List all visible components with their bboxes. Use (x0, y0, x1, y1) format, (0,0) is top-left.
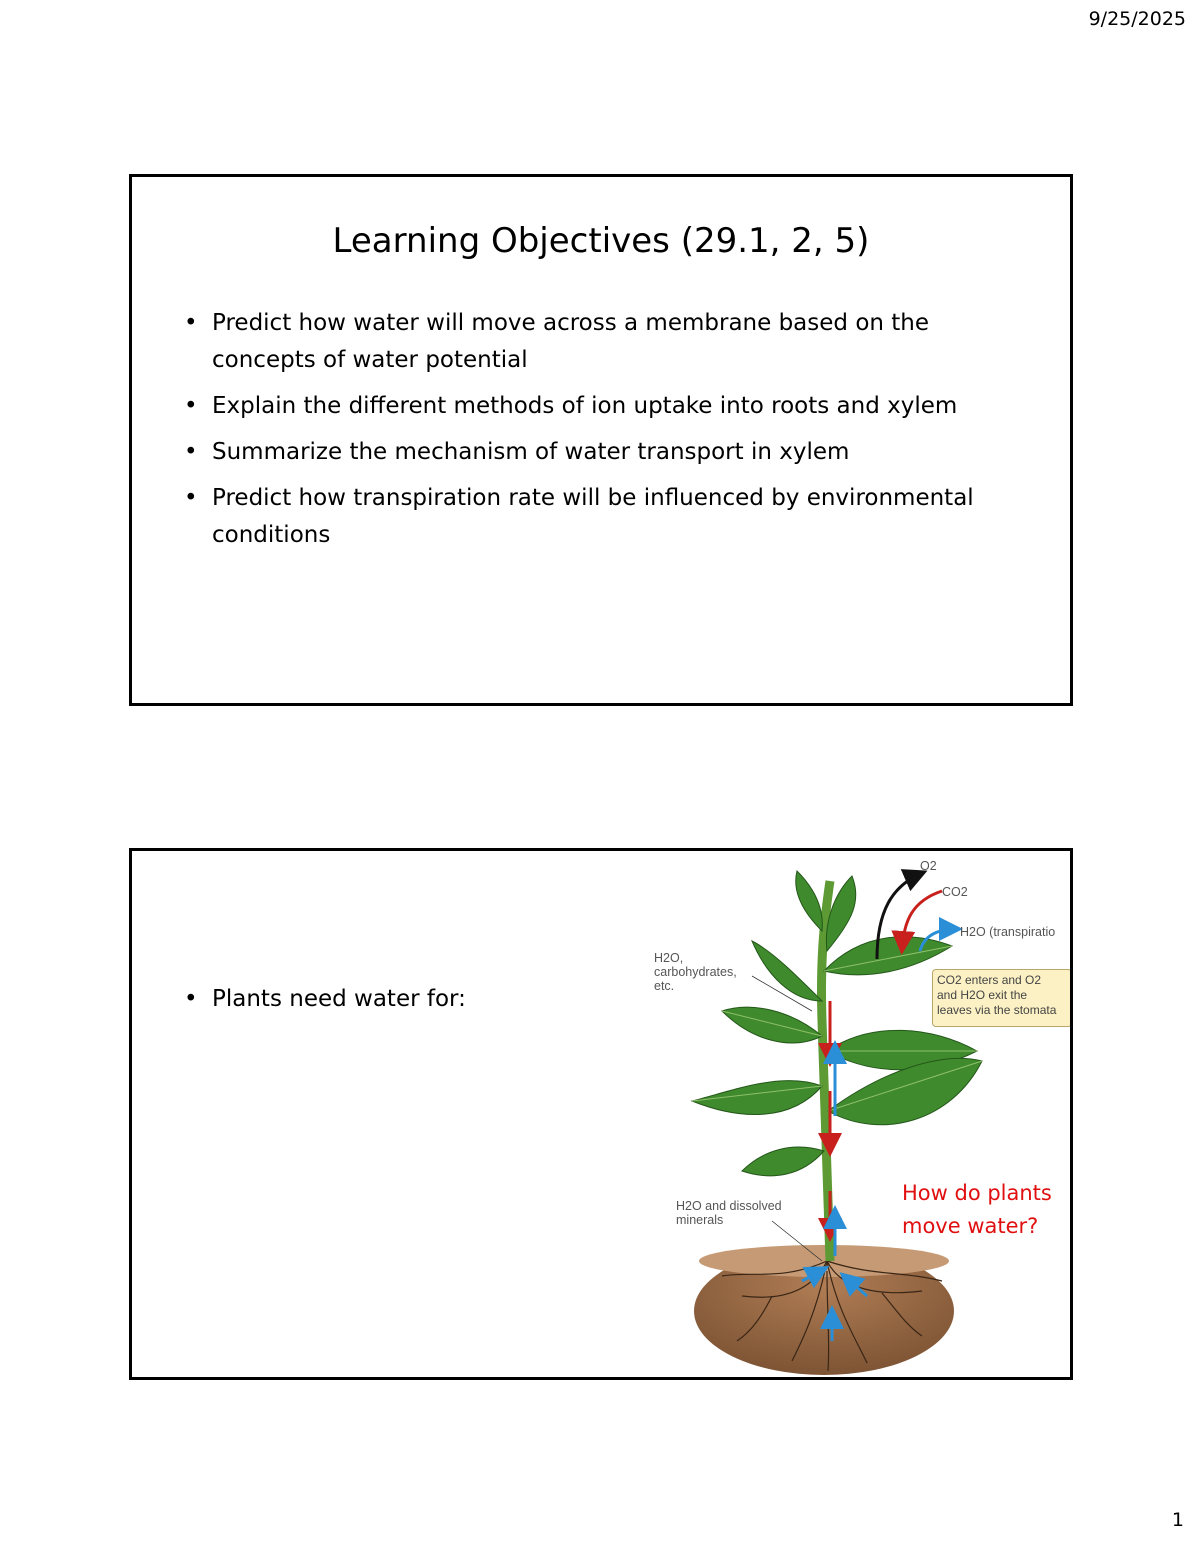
co2-label: CO2 (942, 885, 968, 899)
list-item: • Summarize the mechanism of water transport in xylem (184, 434, 1024, 471)
slide-title: Learning Objectives (29.1, 2, 5) (332, 221, 870, 261)
page-number: 1 (1171, 1509, 1184, 1531)
o2-label: O2 (920, 859, 937, 873)
callout-line: and H2O exit the (937, 988, 1028, 1002)
slide-learning-objectives (129, 174, 1073, 706)
date-header: 9/25/2025 (1088, 8, 1186, 30)
callout-line: CO2 enters and O2 (937, 973, 1042, 987)
stomata-callout (932, 969, 1072, 1027)
h2o-transpiration-label: H2O (transpiratio (960, 925, 1056, 939)
objectives-list (184, 305, 1024, 563)
list-item: • Explain the different methods of ion uptake into roots and xylem (184, 388, 1024, 425)
label-line: H2O and dissolved (676, 1199, 782, 1213)
h2o-carbohydrates-label (654, 951, 737, 993)
list-item: • Predict how water will move across a membrane based on the concepts of water potential (184, 305, 1024, 379)
list-item: • Plants need water for: (184, 981, 604, 1018)
question-text (902, 1177, 1052, 1243)
label-line: etc. (654, 979, 675, 993)
label-line: minerals (676, 1213, 724, 1227)
question-line: How do plants (902, 1181, 1052, 1205)
slide-plants-water (129, 848, 1073, 1380)
bullet-list (184, 981, 604, 1027)
callout-line: leaves via the stomata (937, 1003, 1057, 1017)
list-item: • Predict how transpiration rate will be influenced by environmental conditions (184, 480, 1024, 554)
h2o-minerals-label (676, 1199, 782, 1227)
label-line: carbohydrates, (654, 965, 737, 979)
question-line: move water? (902, 1214, 1039, 1238)
label-line: H2O, (654, 951, 684, 965)
